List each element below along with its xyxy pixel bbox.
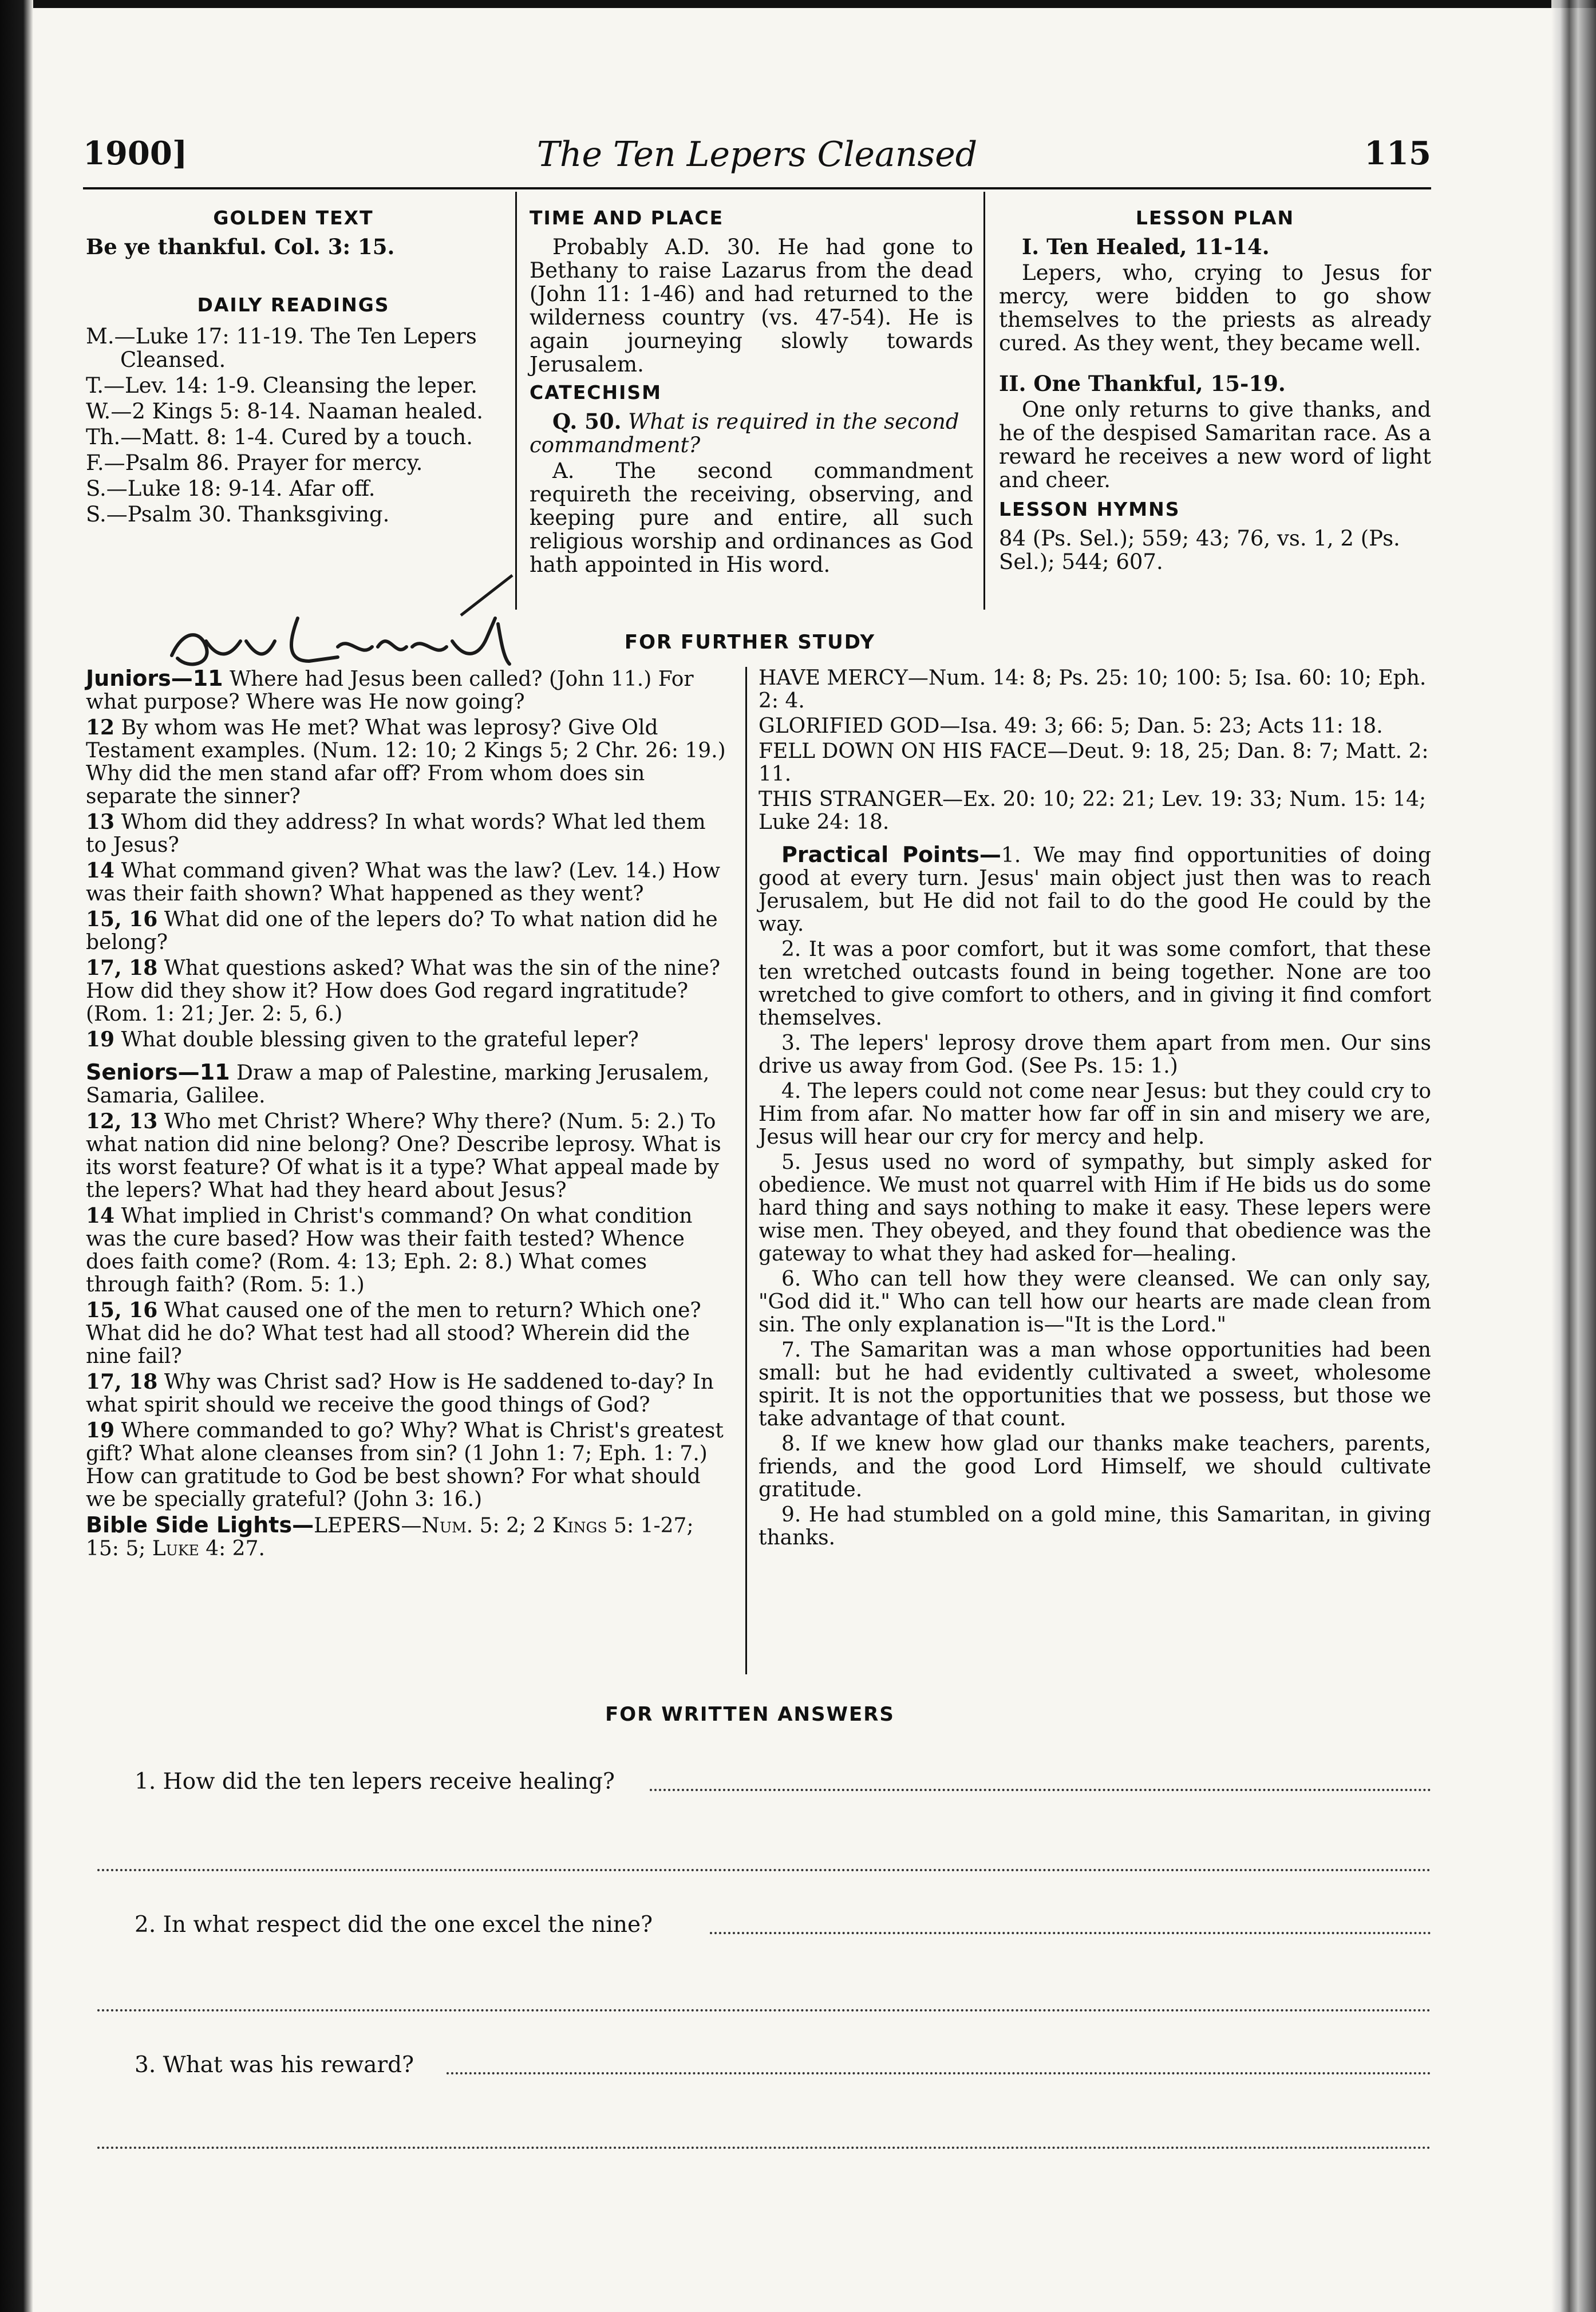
question-text: What caused one of the men to return? Which one? What did he do? What test had all stood? Wherein did the nine fail? [86,1299,701,1368]
practical-point: 6. Who can tell how they were cleansed. We can only say, "God did it." Who can tell how our hearts are made clean from sin. The only explanation is—"It is the Lord." [759,1267,1431,1337]
question-number: 14 [86,859,115,883]
lesson-plan-part-title: I. Ten Healed, 11-14. [1022,234,1270,259]
reference-text: —Isa. 49: 3; 66: 5; Dan. 5: 23; Acts 11: 18. [939,714,1383,738]
daily-reading: W.—2 Kings 5: 8-14. Naaman healed. [86,399,483,424]
question-number: 13 [86,810,115,834]
practical-point: 2. It was a poor comfort, but it was some comfort, that these ten wretched outcasts found in being together. None are too wretched to give comfort to others, and in giving it find comfort themselves. [759,938,1431,1030]
question-number: 12 [86,716,115,740]
answer-line[interactable] [97,2147,1431,2149]
question-number: 15, 16 [86,907,158,931]
reference-label: GLORIFIED GOD [759,714,940,738]
lesson-plan-heading: LESSON PLAN [1135,207,1295,229]
lesson-hymns-heading: LESSON HYMNS [999,498,1180,520]
golden-text-heading: GOLDEN TEXT [213,207,374,229]
question-text: Why was Christ sad? How is He saddened to-day? In what spirit should we receive the good things of God? [86,1370,714,1417]
lesson-plan-part-text: One only returns to give thanks, and he of the despised Samaritan race. As a reward he receives a new word of light and cheer. [999,397,1431,492]
lesson-plan-part-text: Lepers, who, crying to Jesus for mercy, were bidden to go show themselves to the priests as already cured. As they went, they became well. [999,260,1431,355]
answer-line[interactable] [97,2009,1431,2011]
time-place-text: Probably A.D. 30. He had gone to Bethany to raise Lazarus from the dead (John 11: 1-46) and had returned to the wilderness country (vs. 47-54). He is again journeying slowly towards Jerusalem. [530,235,973,377]
top-left-column [86,206,501,528]
juniors-question [86,957,733,1026]
page-title: The Ten Lepers Cleansed [536,135,978,175]
answer-line[interactable] [97,1869,1431,1871]
question-number: 17, 18 [86,956,158,980]
catechism-question-number: Q. 50. [552,409,622,434]
written-question: 3. What was his reward? [135,2052,414,2078]
running-header [83,135,1431,189]
question-number: 17, 18 [86,1370,158,1394]
daily-reading: S.—Luke 18: 9-14. Afar off. [86,476,376,501]
scan-top-edge [0,0,1596,8]
reference-label: HAVE MERCY [759,666,908,690]
reference-text: —Num. 14: 8; Ps. 25: 10; 100: 5; Isa. 60: 10; Eph. 2: 4. [759,666,1427,713]
reference-label: THIS STRANGER [759,788,943,811]
lesson-hymns-text: 84 (Ps. Sel.); 559; 43; 76, vs. 1, 2 (Ps. Sel.); 544; 607. [999,526,1400,574]
practical-point: 3. The lepers' leprosy drove them apart from men. Our sins drive us away from God. (See Ps. 15: 1.) [759,1031,1431,1078]
answer-line[interactable] [650,1789,1431,1791]
practical-point [759,843,1431,936]
time-place-heading: TIME AND PLACE [530,207,724,229]
catechism-answer: A. The second commandment requireth the receiving, observing, and keeping pure and entire, all such religious worship and ordinances as God hath appointed in His word. [530,459,973,577]
juniors-question [86,1028,733,1052]
question-number: 15, 16 [86,1298,158,1322]
question-text: What implied in Christ's command? On what condition was the cure based? How was their faith tested? Whence does faith come? (Rom. 4: 13; Eph. 2: 8.) What comes through faith? (Rom. 5: 1.) [86,1204,693,1297]
side-lights-text: LEPERS—Num. 5: 2; 2 Kings 5: 1-27; 15: 5; Luke 4: 27. [86,1514,694,1560]
bible-side-lights [86,1513,733,1560]
column-rule [983,192,985,610]
practical-point: 5. Jesus used no word of sympathy, but simply asked for obedience. We must not quarrel with Him if He bids us do some hard thing and says nothing to make it easy. These lepers were wise men. They obeyed, and they found that obedience was the gateway to what they had asked for—healing. [759,1151,1431,1266]
seniors-question [86,1419,733,1511]
juniors-question [86,716,733,808]
column-rule [745,667,747,1674]
answer-line[interactable] [447,2072,1431,2074]
question-number: 14 [86,1204,115,1228]
seniors-label: Seniors— [86,1060,200,1085]
seniors-question [86,1110,733,1202]
seniors-question [86,1061,733,1108]
juniors-question [86,811,733,857]
catechism-question-text: What is required in the second commandment? [530,409,959,457]
seniors-question [86,1299,733,1368]
question-number: 19 [86,1418,115,1442]
study-questions-column [86,667,733,1563]
lesson-plan-part-title: II. One Thankful, 15-19. [999,371,1286,396]
question-text: Draw a map of Palestine, marking Jerusalem, Samaria, Galilee. [86,1061,710,1108]
practical-points-column [759,667,1431,1552]
practical-point-text: 1. We may find opportunities of doing good at every turn. Jesus' main object just then was to reach Jerusalem, but He did not fail to do the good He could by the way. [759,844,1431,936]
reference-entry [759,740,1431,786]
top-middle-column [530,206,973,579]
side-lights-label: Bible Side Lights— [86,1512,314,1538]
handwritten-bracket [458,572,515,618]
daily-reading: Th.—Matt. 8: 1-4. Cured by a touch. [86,425,473,449]
question-text: Where commanded to go? Why? What is Christ's greatest gift? What alone cleanses from sin? (1 John 1: 7; Eph. 1: 7.) How can gratitude to God be best shown? For what should we be specially grateful? (John 3: 16.) [86,1419,724,1511]
question-text: Who met Christ? Where? Why there? (Num. 5: 2.) To what nation did nine belong? One? Describe leprosy. What is its worst feature? Of what is it a type? What appeal made by the lepers? What had they heard about Jesus? [86,1110,721,1202]
daily-reading: M.—Luke 17: 11-19. The Ten Lepers Cleansed. [86,324,477,372]
question-text: Where had Jesus been called? (John 11.) For what purpose? Where was He now going? [86,667,694,714]
seniors-question [86,1204,733,1297]
question-number: 19 [86,1027,115,1052]
year-label: 1900] [83,135,188,172]
question-number: 11 [192,666,223,691]
daily-reading: S.—Psalm 30. Thanksgiving. [86,502,390,527]
catechism-heading: CATECHISM [530,381,662,404]
catechism-question [530,410,973,457]
reference-text: —Ex. 20: 10; 22: 21; Lev. 19: 33; Num. 15: 14; Luke 24: 18. [759,788,1427,834]
question-text: Whom did they address? In what words? What led them to Jesus? [86,811,706,857]
scan-right-edge [1551,0,1596,2312]
written-question: 1. How did the ten lepers receive healing? [135,1769,615,1795]
practical-point: 8. If we knew how glad our thanks make teachers, parents, friends, and the good Lord Himself, we should cultivate gratitude. [759,1432,1431,1501]
question-text: What command given? What was the law? (Lev. 14.) How was their faith shown? What happened as they went? [86,859,721,906]
reference-entry [759,715,1431,738]
golden-text: Be ye thankful. Col. 3: 15. [86,234,395,259]
answer-line[interactable] [710,1932,1431,1934]
juniors-label: Juniors— [86,666,193,691]
written-answers-heading: FOR WRITTEN ANSWERS [605,1703,895,1726]
question-text: What double blessing given to the grateful leper? [121,1028,639,1052]
further-study-heading: FOR FURTHER STUDY [624,631,876,654]
juniors-question [86,908,733,954]
juniors-question [86,859,733,906]
daily-reading: F.—Psalm 86. Prayer for mercy. [86,450,423,475]
page-number: 115 [1364,135,1431,172]
question-text: What did one of the lepers do? To what nation did he belong? [86,908,718,954]
reference-entry [759,667,1431,713]
scan-left-edge [0,0,33,2312]
seniors-question [86,1370,733,1417]
column-rule [515,192,517,610]
practical-point: 9. He had stumbled on a gold mine, this Samaritan, in giving thanks. [759,1503,1431,1550]
daily-readings-heading: DAILY READINGS [197,294,390,316]
question-text: What questions asked? What was the sin of the nine? How did they show it? How does God regard ingratitude? (Rom. 1: 21; Jer. 2: 5, 6.) [86,957,720,1026]
written-question: 2. In what respect did the one excel the nine? [135,1912,653,1938]
reference-text: —Deut. 9: 18, 25; Dan. 8: 7; Matt. 2: 11. [759,740,1429,786]
practical-point: 7. The Samaritan was a man whose opportunities had been small: but he had evidently cultivated a sweet, wholesome spirit. It is not the opportunities that we possess, but those we take advantage of that count. [759,1338,1431,1430]
practical-points-label: Practical Points— [781,842,1001,867]
reference-label: FELL DOWN ON HIS FACE [759,740,1048,763]
reference-entry [759,788,1431,834]
question-text: By whom was He met? What was leprosy? Give Old Testament examples. (Num. 12: 10; 2 Kings 5; 2 Chr. 26: 19.) Why did the men stand afar off? From whom does sin separate the sinner? [86,716,726,808]
question-number: 12, 13 [86,1109,158,1133]
practical-point: 4. The lepers could not come near Jesus: but they could cry to Him from afar. No matter how far off in sin and misery we are, Jesus will hear our cry for mercy and help. [759,1080,1431,1149]
top-right-column [999,206,1431,576]
juniors-question [86,667,733,714]
daily-reading: T.—Lev. 14: 1-9. Cleansing the leper. [86,373,477,398]
question-number: 11 [199,1060,230,1085]
